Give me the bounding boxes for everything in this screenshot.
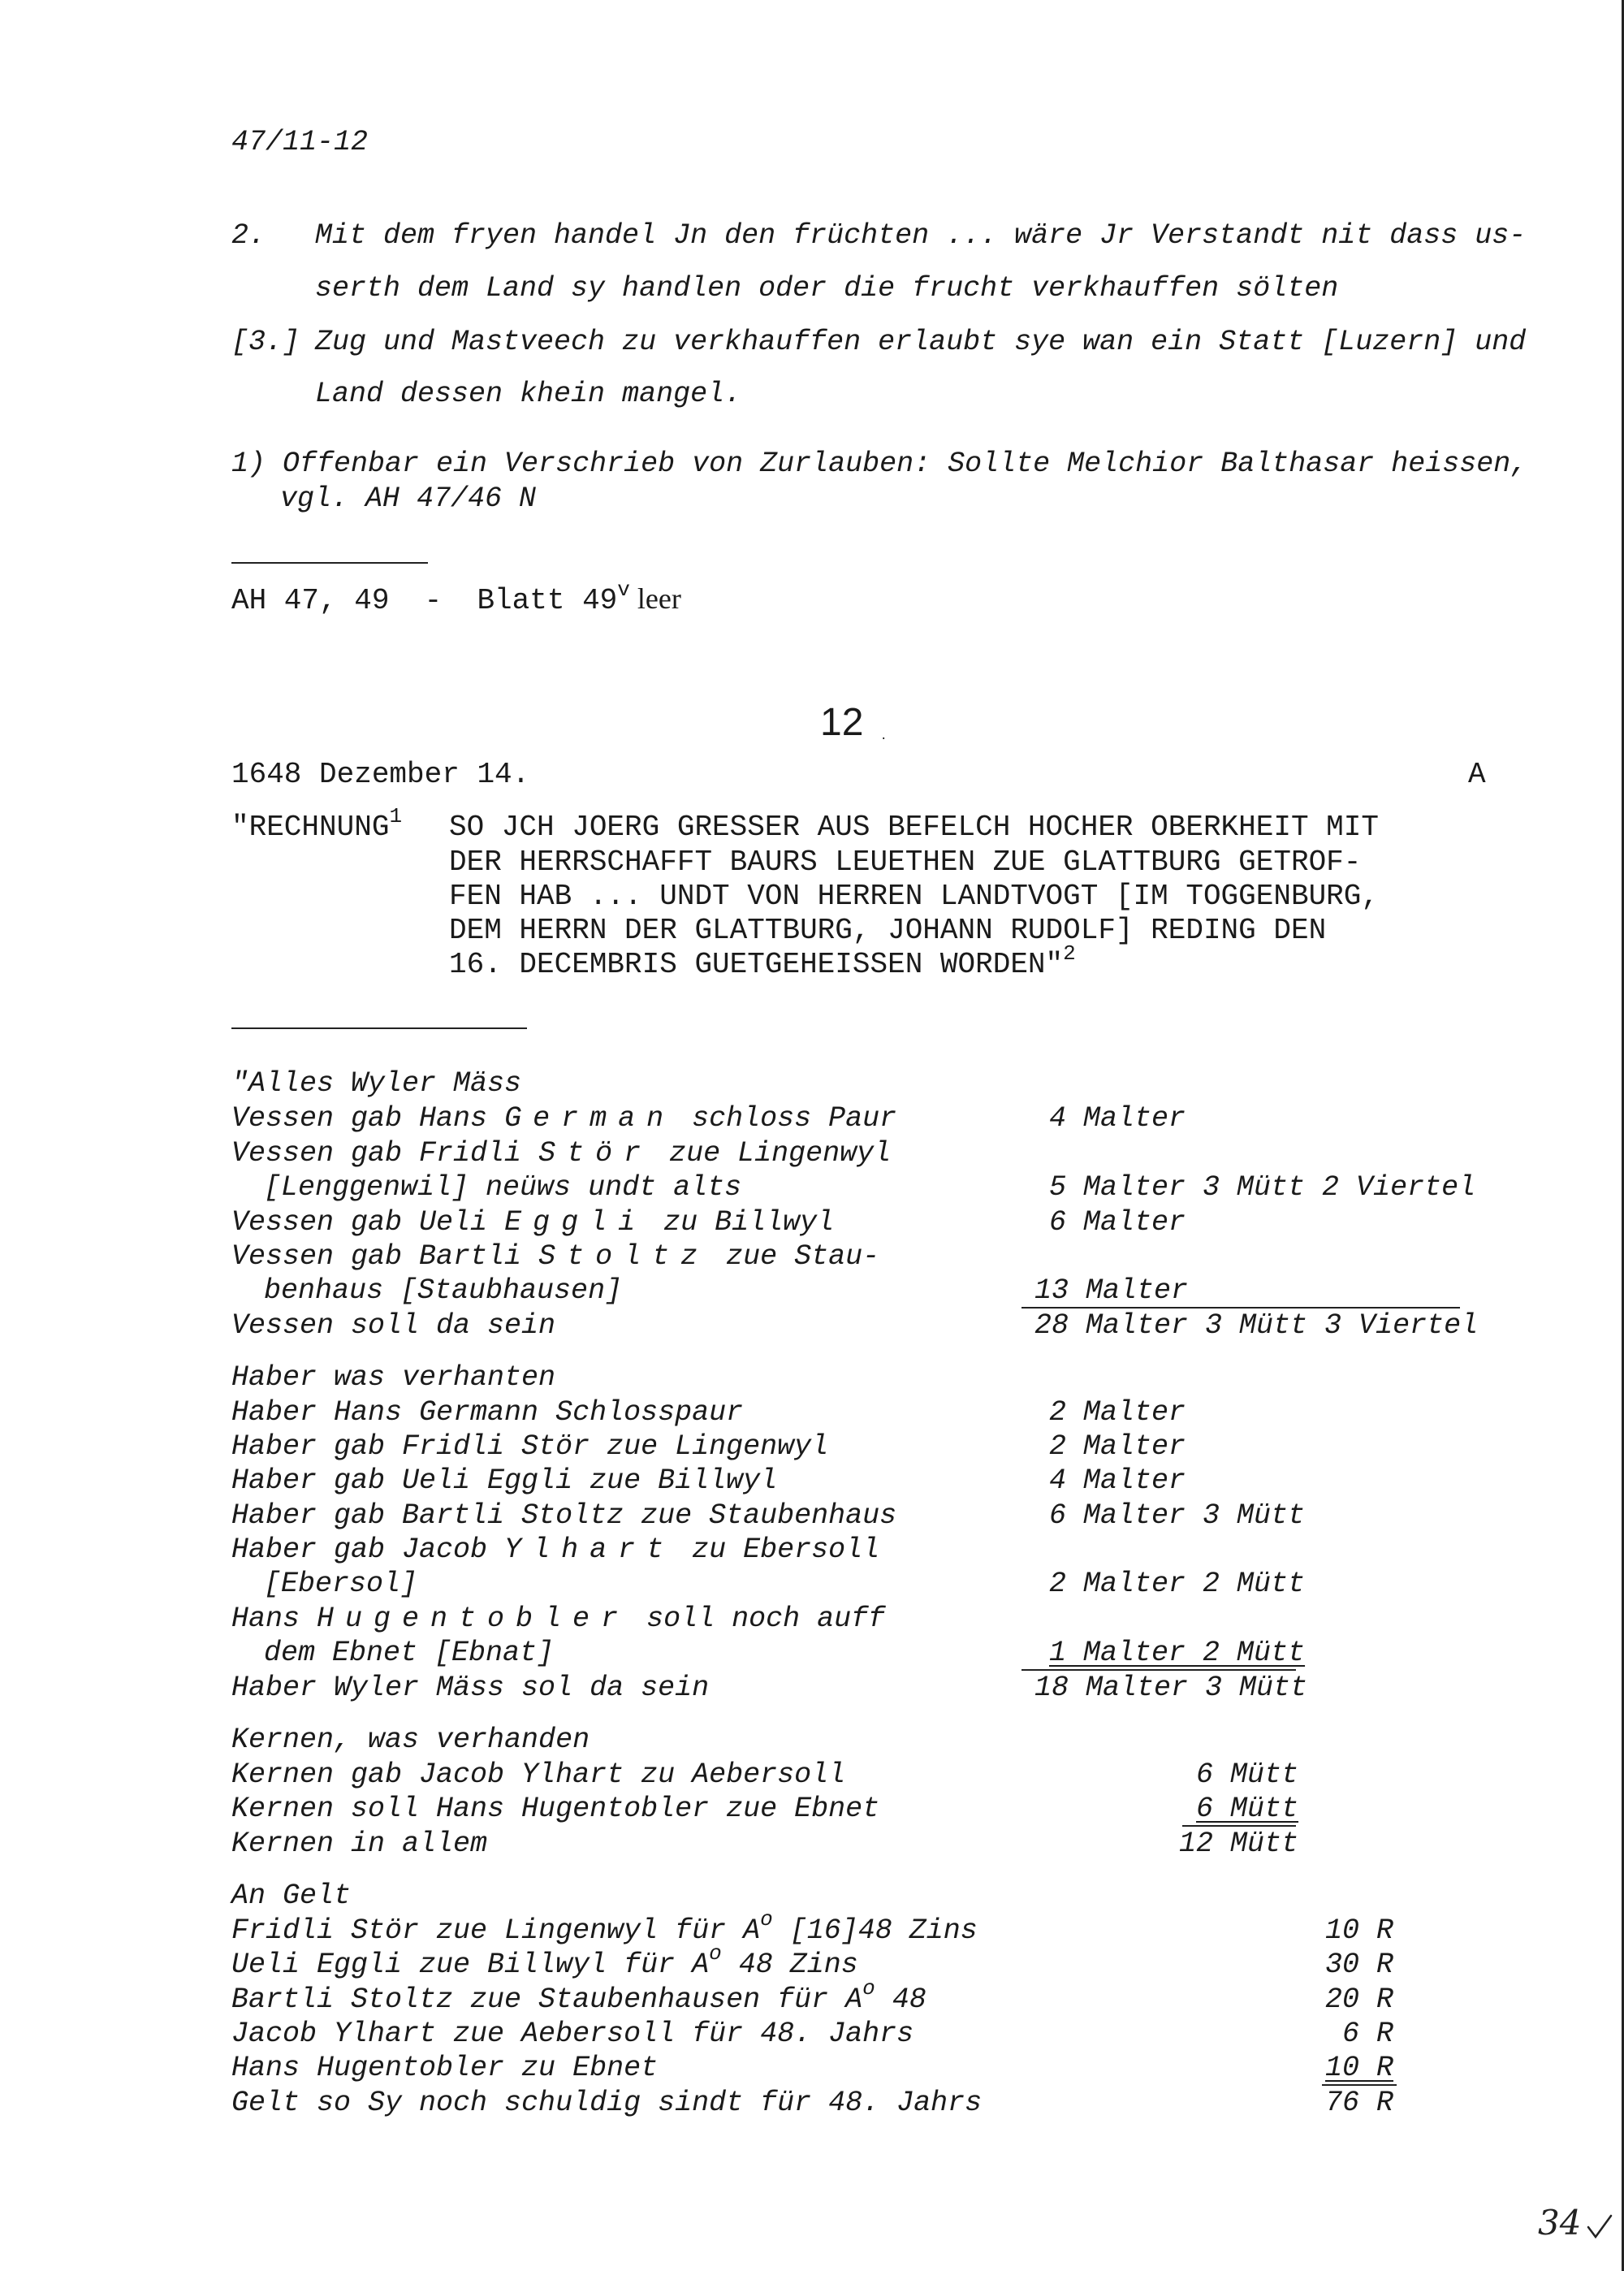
title-line-last: 16. DECEMBRIS GUETGEHEISSEN WORDEN"$^2$ <box>449 941 1076 981</box>
ledger-value: 6 Mütt <box>1196 1758 1299 1791</box>
ledger-row: Fridli Stör zue Lingenwyl für $A^o$ [16]48 Zins <box>231 1907 978 1947</box>
section-head-kernen: Kernen, was verhanden <box>231 1724 590 1756</box>
title-line: FEN HAB ... UNDT VON HERREN LANDTVOGT [IM TOGGENBURG, <box>449 880 1379 913</box>
ledger-row: Vessen gab Bartli Stoltz zue Stau- <box>231 1240 880 1273</box>
ledger-value: 13 Malter <box>1034 1274 1189 1307</box>
title-line: DEM HERRN DER GLATTBURG, JOHANN RUDOLF] REDING DEN <box>449 914 1327 947</box>
ledger-value: 5 Malter 3 Mütt 2 Viertel <box>1049 1171 1476 1204</box>
ledger-value: 2 Malter <box>1049 1396 1186 1429</box>
checkmark-icon <box>1585 2213 1614 2242</box>
ledger-row: Haber Hans Germann Schlosspaur <box>231 1396 744 1429</box>
ledger-row-cont: [Ebersol] <box>264 1568 418 1600</box>
item-text-line: serth dem Land sy handlen oder die frucht verkhauffen sölten <box>315 272 1339 305</box>
ledger-value: 20 R <box>1325 1983 1394 2016</box>
title-line: SO JCH JOERG GRESSER AUS BEFELCH HOCHER OBERKHEIT MIT <box>449 811 1379 844</box>
ledger-total-label: Vessen soll da sein <box>231 1309 556 1342</box>
ledger-total-label: Gelt so Sy noch schuldig sindt für 48. Jahrs <box>231 2087 983 2119</box>
ledger-row-cont: benhaus [Staubhausen] <box>264 1274 623 1307</box>
ledger-value: 30 R <box>1325 1949 1394 1981</box>
ledger-row: Haber gab Jacob Ylhart zu Ebersoll <box>231 1533 880 1566</box>
ledger-row: Jacob Ylhart zue Aebersoll für 48. Jahrs <box>231 2018 914 2050</box>
ledger-row: Bartli Stoltz zue Staubenhausen für $A^o$ 48 <box>231 1976 926 2016</box>
ledger-row: Haber gab Ueli Eggli zue Billwyl <box>231 1464 778 1497</box>
ledger-row: Vessen gab Fridli Stör zue Lingenwyl <box>231 1137 892 1170</box>
ledger-value: 2 Malter 2 Mütt <box>1049 1568 1306 1600</box>
ledger-row: Hans Hugentobler zu Ebnet <box>231 2052 659 2084</box>
document-date: 1648 Dezember 14. <box>231 758 530 791</box>
blatt-note: AH 47, 49 - Blatt 49$^v$ leer <box>231 577 681 617</box>
page-reference: 47/11-12 <box>231 126 369 158</box>
ledger-value: 4 Malter <box>1049 1464 1186 1497</box>
ledger-row-cont: [Lenggenwil] neüws undt alts <box>264 1171 742 1204</box>
document-letter: A <box>1468 758 1486 791</box>
ledger-value: 6 R <box>1342 2018 1394 2050</box>
item-text-line: Zug und Mastveech zu verkhauffen erlaubt sye wan ein Statt [Luzern] und <box>315 326 1527 358</box>
footnote-line: 1) Offenbar ein Verschrieb von Zurlauben: Sollte Melchior Balthasar heissen, <box>231 448 1528 480</box>
ledger-row: Haber gab Bartli Stoltz zue Staubenhaus <box>231 1499 897 1532</box>
ledger-row-cont: dem Ebnet [Ebnat] <box>264 1637 555 1669</box>
ledger-total-value: 12 Mütt <box>1179 1828 1299 1860</box>
ledger-row: Kernen gab Jacob Ylhart zu Aebersoll <box>231 1758 846 1791</box>
ledger-row: Kernen soll Hans Hugentobler zue Ebnet <box>231 1793 880 1825</box>
ledger-total-value: 18 Malter 3 Mütt <box>1034 1672 1308 1704</box>
title-lead: "RECHNUNG$^1$ <box>231 804 403 844</box>
ledger-total-value: 76 R <box>1325 2087 1394 2119</box>
handwritten-page-number: 34 <box>1538 2203 1582 2243</box>
footnote-line: vgl. AH 47/46 N <box>280 482 537 515</box>
ledger-row: Vessen gab Ueli Eggli zu Billwyl <box>231 1206 835 1239</box>
ledger-total-value: 28 Malter 3 Mütt 3 Viertel <box>1034 1309 1479 1342</box>
ledger-value: 2 Malter <box>1049 1430 1186 1463</box>
section-head-vessen: "Alles Wyler Mäss <box>231 1067 522 1100</box>
item-text-line: Land dessen khein mangel. <box>315 378 742 410</box>
ledger-total-label: Kernen in allem <box>231 1828 488 1860</box>
number-dot: . <box>880 729 888 742</box>
ledger-value: 1 Malter 2 Mütt <box>1049 1637 1306 1669</box>
section-head-gelt: An Gelt <box>231 1880 352 1912</box>
item-text-line: Mit dem fryen handel Jn den früchten ... wäre Jr Verstandt nit dass us- <box>315 219 1527 252</box>
item-number: [3.] <box>231 326 300 358</box>
separator-rule <box>231 562 428 564</box>
title-line: DER HERRSCHAFFT BAURS LEUETHEN ZUE GLATTBURG GETROF- <box>449 846 1362 879</box>
separator-rule <box>231 1027 527 1029</box>
ledger-value: 10 R <box>1325 2052 1394 2084</box>
item-number: 2. <box>231 219 266 252</box>
ledger-row: Ueli Eggli zue Billwyl für $A^o$ 48 Zins <box>231 1941 858 1981</box>
ledger-value: 6 Malter <box>1049 1206 1186 1239</box>
ledger-value: 10 R <box>1325 1914 1394 1947</box>
document-number: 12 <box>820 701 864 744</box>
ledger-value: 6 Malter 3 Mütt <box>1049 1499 1306 1532</box>
ledger-value: 6 Mütt <box>1196 1793 1299 1825</box>
ledger-value: 4 Malter <box>1049 1102 1186 1135</box>
section-head-haber: Haber was verhanten <box>231 1361 556 1394</box>
ledger-row: Vessen gab Hans German schloss Paur <box>231 1102 897 1135</box>
ledger-row: Haber gab Fridli Stör zue Lingenwyl <box>231 1430 829 1463</box>
ledger-row: Hans Hugentobler soll noch auff <box>231 1603 886 1635</box>
ledger-total-label: Haber Wyler Mäss sol da sein <box>231 1672 710 1704</box>
